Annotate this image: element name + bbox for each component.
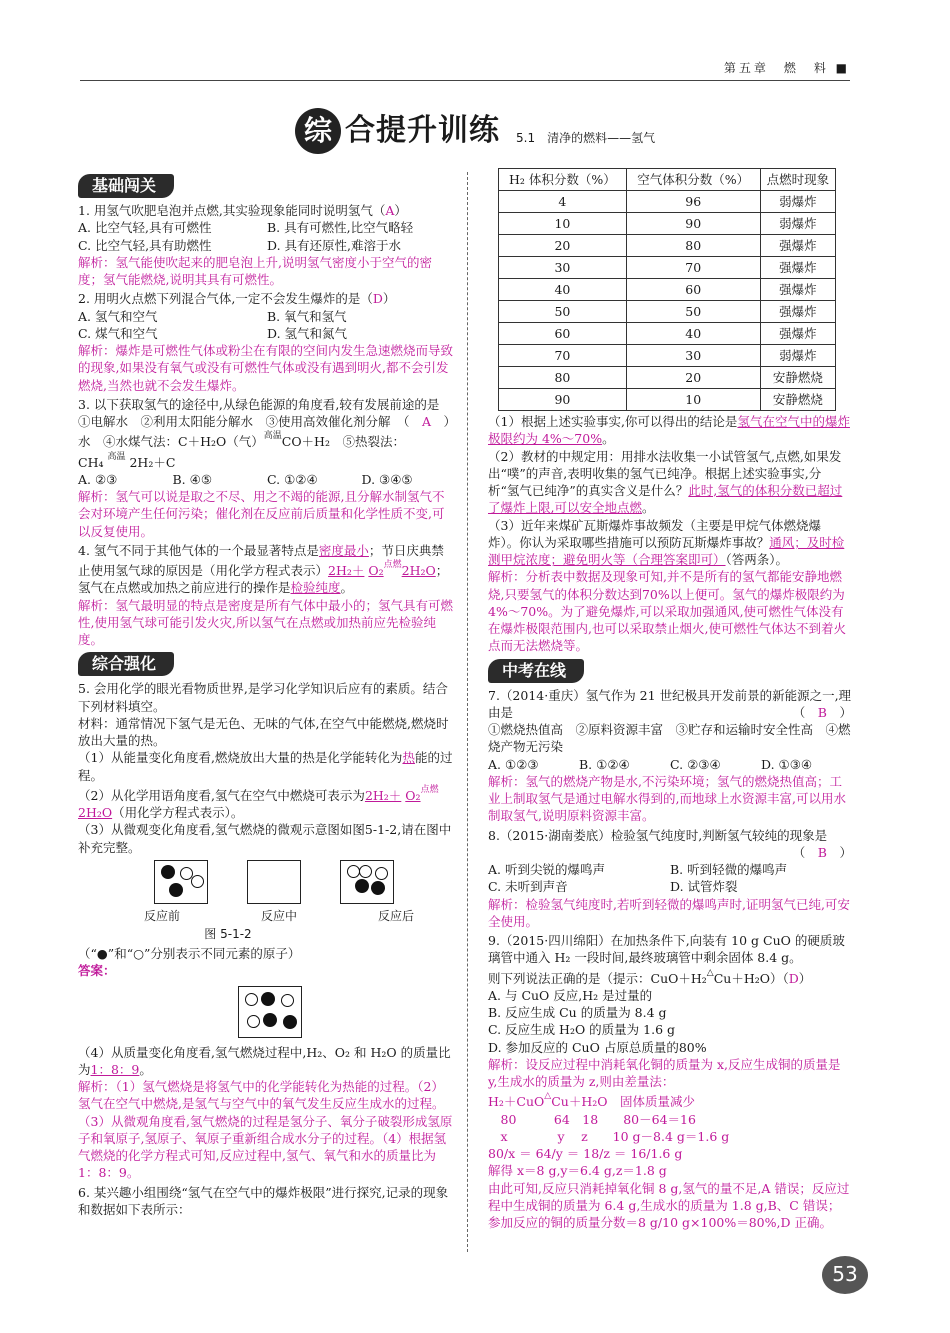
table-cell: 30 [626,345,760,367]
table-cell: 强爆炸 [760,301,835,323]
section-banner-exam: 中考在线 [488,659,584,683]
table-cell: 4 [499,191,627,213]
q1-answer: A [385,203,395,219]
table-cell: 安静燃烧 [760,389,835,411]
q8-options: A. 听到尖锐的爆鸣声 B. 听到轻微的爆鸣声 C. 未听到声音 D. 试管炸裂 [488,862,788,895]
table-row [499,345,836,367]
table-cell: 70 [626,257,760,279]
q5-analysis: 解析：（1）氢气燃烧是将氢气中的化学能转化为热能的过程。（2）氢气在空气中燃烧,是氢气与空气中的氧气发生反应生成水的过程。（3）从微观角度看,氢气燃烧的过程是氢分子、氧分子破裂形成氢原子和氧原子,氢原子、氧原子重新组合成水分子的过程。（4）根据氢气燃烧的化学方程式可知,反应过程中,氢气、氧气和水的质量比为1：8：9。 [78,1079,453,1181]
section-banner-integrated: 综合强化 [78,652,174,676]
q2-options: A. 氢气和空气 B. 氧气和氢气 C. 煤气和空气 D. 氢气和氮气 [78,308,348,341]
question-2: 2. 用明火点燃下列混合气体,一定不会发生爆炸的是（D） A. 氢气和空气 B. 氧气和氢气 C. 煤气和空气 D. 氢气和氮气 解析：爆炸是可燃性气体或粉尘在有限的空间内发生急速燃烧而导致的现象,如果没有氧气或没有可燃性气体或没有遇到明火,都不会引发燃烧,当然也就不会发生爆炸。 [78,290,456,394]
q3-options: A. ②③ B. ④⑤ C. ①②④ D. ③④⑤ [78,471,413,487]
chapter-header: 第五章 燃 料 ■ [723,61,850,75]
table-row [499,389,836,411]
table-cell: 50 [626,301,760,323]
table-cell: 30 [499,257,627,279]
table-cell: 强爆炸 [760,235,835,257]
figure-5-1-2 [154,860,394,904]
explosion-limit-table [498,168,836,411]
q7-analysis: 解析：氢气的燃烧产物是水,不污染环境；氢气的燃烧热值高；工业上制取氢气是通过电解水得到的,而地球上水资源丰富,可以用水制取氢气,说明原料资源丰富。 [488,773,846,824]
table-cell: 40 [499,279,627,301]
table-cell: 60 [626,279,760,301]
question-6-stem: 6. 某兴趣小组围绕“氢气在空气中的爆炸极限”进行探究,记录的现象和数据如下表所示： [78,1184,449,1217]
q9-analysis: 解析：设反应过程中消耗氧化铜的质量为 x,反应生成铜的质量是 y,生成水的质量为 z,则由差量法： [488,1056,841,1090]
q1-options: A. 比空气轻,具有可燃性 B. 具有可燃性,比空气略轻 C. 比空气轻,具有助燃性 D. 具有还原性,难溶于水 [78,220,414,253]
question-5: 5. 会用化学的眼光看物质世界,是学习化学知识后应有的素质。结合下列材料填空。 材料：通常情况下氢气是无色、无味的气体,在空气中能燃烧,燃烧时放出大量的热。 （1）从能量变化角度看,燃烧放出大量的热是化学能转化为热能的过程。 （2）从化学用语角度看,氢气在空气中燃烧可表示为2H₂＋ O₂$^{点燃}$2H₂O（用化学方程式表示）。 （3）从微观变化角度看,氢气燃烧的微观示意图如图5-1-2,请在图中补充完整。 反应前 反应中 反应后 图 5-1-2 （“●”和“○”分别表示不同元素的原子） 答案： （4）从质量变化角度看,氢气燃烧过程中,H₂、O₂ 和 H₂O 的质量比为1：8：9。 解析：（1）氢气燃烧是将氢气中的化学能转化为热能的过程。（2）氢气在空气中燃烧,是氢气与空气中的氧气发生反应生成水的过程。（3）从微观角度看,氢气燃烧的过程是氢分子、氧分子破裂形成氢原子和氧原子,氢原子、氧原子重新组合成水分子的过程。（4）根据氢气燃烧的化学方程式可知,反应过程中,氢气、氧气和水的质量比为1：8：9。 [78,680,456,1181]
table-cell: 弱爆炸 [760,213,835,235]
answer-figure-box [238,986,302,1038]
left-column [78,172,456,1220]
fig-before-box [154,860,208,904]
table-cell: 强爆炸 [760,323,835,345]
table-cell: 90 [626,213,760,235]
q3-analysis: 解析：氢气可以说是取之不尽、用之不竭的能源,且分解水制氢气不会对环境产生任何污染；催化剂在反应前后质量和化学性质不变,可以反复使用。 [78,489,445,539]
table-cell: 96 [626,191,760,213]
fig-after-box [340,860,394,904]
table-row [499,301,836,323]
question-8: 8.（2015·湖南娄底）检验氢气纯度时,判断氢气较纯的现象是 （ B ） A. 听到尖锐的爆鸣声 B. 听到轻微的爆鸣声 C. 未听到声音 D. 试管炸裂 解析：检验氢气纯度时,若听到轻微的爆鸣声时,证明氢气已纯,可安全使用。 [488,827,852,929]
answer-label: 答案： [78,963,116,979]
figure-labels: 反应前 反应中 反应后 [144,908,414,923]
table-cell: 40 [626,323,760,345]
table-row [499,191,836,213]
table-cell: 20 [499,235,627,257]
table-cell: 70 [499,345,627,367]
question-3: 3. 以下获取氢气的途径中,从绿色能源的角度看,较有发展前途的是 （ A ） ①电解水 ②利用太阳能分解水 ③使用高效催化剂分解 水 ④水煤气法：C＋H₂O（气）$^{高温}$CO＋H₂ ⑤热裂法： CH₄ $^{高温}$ 2H₂＋C A. ②③ B. ④⑤ C. ①②④ D. ③④⑤ 解析：氢气可以说是取之不尽、用之不竭的能源,且分解水制氢气不会对环境产生任何污染；催化剂在反应前后质量和化学性质不变,可以反复使用。 [78,396,456,539]
section-subtitle: 5.1 清净的燃料——氢气 [516,130,656,145]
q2-analysis: 解析：爆炸是可燃性气体或粉尘在有限的空间内发生急速燃烧而导致的现象,如果没有氧气或没有可燃性气体或没有遇到明火,都不会引发燃烧,当然也就不会发生爆炸。 [78,343,454,393]
table-cell: 60 [499,323,627,345]
table-cell: 弱爆炸 [760,191,835,213]
q7-options: A. ①②③ B. ①②④ C. ②③④ D. ①③④ [488,756,813,772]
table-header-row: H₂ 体积分数（%） 空气体积分数（%） 点燃时现象 [499,169,836,191]
table-cell: 80 [626,235,760,257]
table-row [499,279,836,301]
title-first-char: 综 [295,108,341,154]
q4-analysis: 解析：氢气最明显的特点是密度是所有气体中最小的；氢气具有可燃性,使用氢气球可能引发火灾,所以氢气在点燃或加热前应先检验纯度。 [78,597,454,648]
title-rest: 合提升训练 [345,113,500,149]
table-row [499,235,836,257]
section-banner-basic: 基础闯关 [78,174,174,198]
table-cell: 安静燃烧 [760,367,835,389]
question-4: 4. 氢气不同于其他气体的一个最显著特点是密度最小；节日庆典禁止使用氢气球的原因是（用化学方程式表示）2H₂＋ O₂$^{点燃}$2H₂O；氢气在点燃或加热之前应进行的操作是检验纯度。 解析：氢气最明显的特点是密度是所有气体中最小的；氢气具有可燃性,使用氢气球可能引发火灾,所以氢气在点燃或加热前应先检验纯度。 [78,542,456,649]
figure-caption: 图 5-1-2 [204,927,252,942]
question-7: 7.（2014·重庆）氢气作为 21 世纪极具开发前景的新能源之一,理由是 （ B ） ①燃烧热值高 ②原料资源丰富 ③贮存和运输时安全性高 ④燃烧产物无污染 A. ①②③ B. ①②④ C. ②③④ D. ①③④ 解析：氢气的燃烧产物是水,不污染环境；氢气的燃烧热值高；工业上制取氢气是通过电解水得到的,而地球上水资源丰富,可以用水制取氢气,说明原料资源丰富。 [488,687,852,824]
question-6-parts: （1）根据上述实验事实,你可以得出的结论是氢气在空气中的爆炸极限约为 4%～70%。 （2）教材的中规定用：用排水法收集一小试管氢气,点燃,如果发出“噗”的声音,表明收集的氢气已纯净。根据上述实验事实,分析“氢气已纯净”的真实含义是什么？此时,氢气的体积分数已超过了爆炸上限,可以安全地点燃。 （3）近年来煤矿瓦斯爆炸事故频发（主要是甲烷气体燃烧爆炸）。你认为采取哪些措施可以预防瓦斯爆炸事故？通风；及时检测甲烷浓度；避免明火等（合理答案即可）（答两条）。 解析：分析表中数据及现象可知,并不是所有的氢气都能安静地燃烧,只要氢气的体积分数达到70%以上便可。氢气的爆炸极限约为4%～70%。为了避免爆炸,可以采取加强通风,使可燃性气体没有在爆炸极限范围内,也可以采取禁止烟火,使可燃性气体达不到着火点而无法燃烧等。 [488,413,852,655]
table-cell: 弱爆炸 [760,345,835,367]
header-rule [80,80,850,81]
table-cell: 50 [499,301,627,323]
table-cell: 强爆炸 [760,279,835,301]
question-1: 1. 用氢气吹肥皂泡并点燃,其实验现象能同时说明氢气（A） A. 比空气轻,具有可燃性 B. 具有可燃性,比空气略轻 C. 比空气轻,具有助燃性 D. 具有还原性,难溶于水 解析：氢气能使吹起来的肥皂泡上升,说明氢气密度小于空气的密度；氢气能燃烧,说明其具有可燃性。 [78,202,456,288]
q8-analysis: 解析：检验氢气纯度时,若听到轻微的爆鸣声时,证明氢气已纯,可安全使用。 [488,896,850,929]
q6-analysis: 解析：分析表中数据及现象可知,并不是所有的氢气都能安静地燃烧,只要氢气的体积分数达到70%以上便可。氢气的爆炸极限约为4%～70%。为了避免爆炸,可以采取加强通风,使可燃性气体没有在爆炸极限范围内,也可以采取禁止烟火,使可燃性气体达不到着火点而无法燃烧等。 [488,569,846,654]
fig-middle-box [247,860,301,904]
question-9: 9.（2015·四川绵阳）在加热条件下,向装有 10 g CuO 的硬质玻璃管中通入 H₂ 一段时间,最终玻璃管中剩余固体 8.4 g。 则下列说法正确的是（提示：CuO＋H₂△Cu＋H₂O）（D） A. 与 CuO 反应,H₂ 是过量的 B. 反应生成 Cu 的质量为 8.4 g C. 反应生成 H₂O 的质量为 1.6 g D. 参加反应的 CuO 占原总质量的80% 解析：设反应过程中消耗氧化铜的质量为 x,反应生成铜的质量是 y,生成水的质量为 z,则由差量法： H₂＋CuO△Cu＋H₂O 固体质量减少 80 64 18 80－64＝16 x y z 10 g－8.4 g＝1.6 g 80/x ＝ 64/y ＝ 18/z ＝ 16/1.6 g 解得 x＝8 g,y＝6.4 g,z＝1.8 g 由此可知,反应只消耗掉氧化铜 8 g,氢气的量不足,A 错误；反应过程中生成铜的质量为 6.4 g,生成水的质量为 1.8 g,B、C 错误；参加反应的铜的质量分数＝8 g/10 g×100%＝80%,D 正确。 [488,932,852,1231]
table-cell: 20 [626,367,760,389]
table-row [499,323,836,345]
q1-analysis: 解析：氢气能使吹起来的肥皂泡上升,说明氢气密度小于空气的密度；氢气能燃烧,说明其具有可燃性。 [78,254,432,288]
table-cell: 强爆炸 [760,257,835,279]
table-cell: 90 [499,389,627,411]
table-row [499,367,836,389]
column-divider [467,172,468,1252]
page-title [295,108,655,154]
table-cell: 10 [499,213,627,235]
table-row [499,257,836,279]
page-number: 53 [822,1256,868,1294]
table-cell: 80 [499,367,627,389]
right-column [488,168,852,1233]
table-cell: 10 [626,389,760,411]
table-row [499,213,836,235]
